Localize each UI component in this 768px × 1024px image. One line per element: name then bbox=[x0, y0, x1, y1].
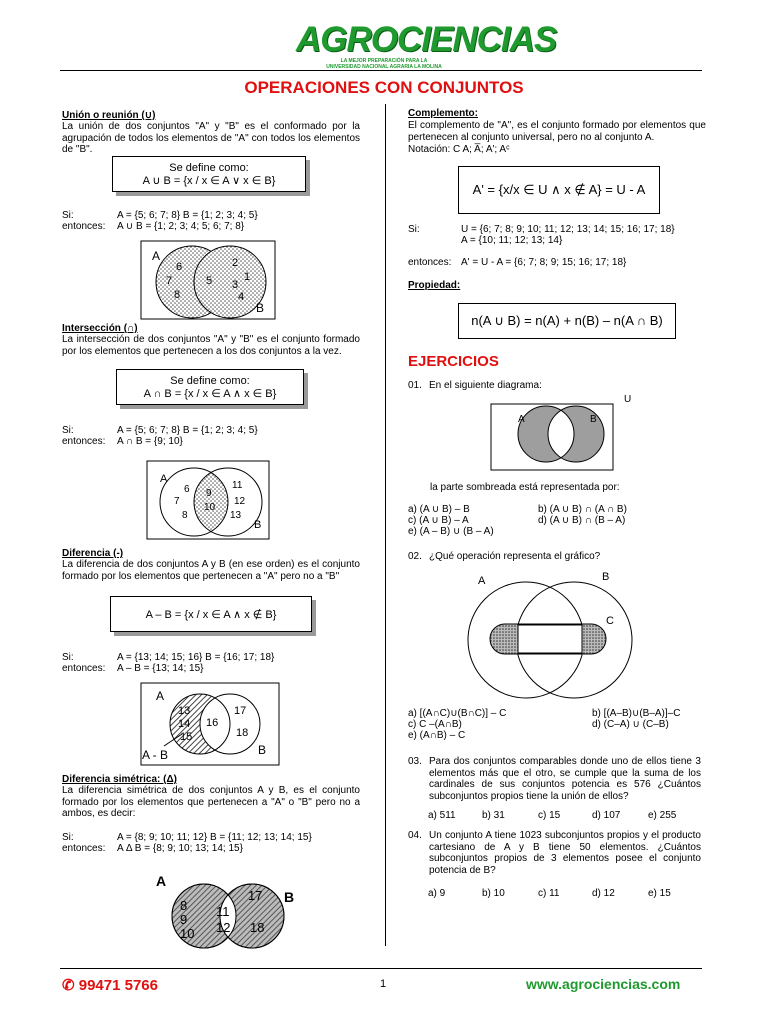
footer-rule bbox=[60, 968, 702, 969]
q1-text2: la parte sombreada está representada por: bbox=[430, 482, 620, 493]
page-title: OPERACIONES CON CONJUNTOS bbox=[244, 78, 524, 97]
simetrica-line1: A = {8; 9; 10; 11; 12} B = {11; 12; 13; 14; 15} bbox=[117, 832, 312, 843]
diferencia-body: La diferencia de dos conjuntos A y B (en ese orden) es el conjunto formado por los elementos que pertenecen a "A" pero no a "B" bbox=[62, 559, 360, 582]
complemento-line1b: A = {10; 11; 12; 13; 14} bbox=[461, 235, 563, 246]
q2-venn-label-a: A bbox=[478, 575, 486, 587]
union-venn-a-item: 6 bbox=[176, 261, 183, 273]
q3-number: 03. bbox=[408, 756, 422, 767]
q4-option-a: a) 9 bbox=[428, 888, 446, 899]
simetrica-venn-a-item: 10 bbox=[180, 926, 195, 941]
diferencia-venn-label-b: B bbox=[258, 743, 267, 757]
interseccion-venn-diagram bbox=[146, 460, 270, 540]
diferencia-line1: A = {13; 14; 15; 16} B = {16; 17; 18} bbox=[117, 652, 275, 663]
simetrica-venn-a-item: 9 bbox=[180, 912, 188, 927]
q1-text: En el siguiente diagrama: bbox=[429, 380, 542, 391]
column-divider bbox=[385, 104, 386, 946]
q2-venn-label-b: B bbox=[602, 571, 610, 583]
diferencia-venn-a-item: 13 bbox=[178, 705, 191, 717]
page-number: 1 bbox=[380, 978, 387, 990]
q3-option-d: d) 107 bbox=[592, 810, 621, 821]
interseccion-line2: A ∩ B = {9; 10} bbox=[117, 436, 183, 447]
interseccion-heading: Intersección (∩) bbox=[62, 323, 138, 334]
interseccion-venn-center-item: 9 bbox=[206, 488, 212, 499]
simetrica-si: Si: bbox=[62, 832, 74, 843]
q4-number: 04. bbox=[408, 830, 422, 841]
q2-option-c: c) C –(A∩B) bbox=[408, 719, 462, 730]
diferencia-heading: Diferencia (-) bbox=[62, 548, 124, 559]
diferencia-venn-arrow-label: A - B bbox=[142, 748, 169, 762]
q3-text: Para dos conjuntos comparables donde uno de ellos tiene 3 elementos más que el otro, se cumple que la suma de los cardinales de sus conjuntos potencia es 576 ¿Cuántos subconjuntos propios tiene la unión de ellos? bbox=[429, 756, 701, 802]
diferencia-venn-a-item: 14 bbox=[178, 718, 191, 730]
interseccion-venn-a-item: 8 bbox=[182, 510, 188, 521]
union-venn-b-item: 3 bbox=[232, 279, 239, 291]
q1-option-c: c) (A ∪ B) – A bbox=[408, 515, 469, 526]
interseccion-venn-b-item: 12 bbox=[234, 496, 246, 507]
complemento-heading: Complemento: bbox=[408, 108, 478, 119]
propiedad-heading: Propiedad: bbox=[408, 280, 461, 291]
union-venn-b-item: 4 bbox=[238, 291, 245, 303]
union-si: Si: bbox=[62, 210, 74, 221]
simetrica-venn-center-item: 12 bbox=[216, 920, 231, 935]
q4-text: Un conjunto A tiene 1023 subconjuntos propios y el producto cartesiano de A y B tiene 50 elementos. ¿Cuántos subconjuntos propios de 3 elementos posee el conjunto potencia de B? bbox=[429, 830, 701, 876]
union-venn-label-a: A bbox=[152, 249, 161, 263]
simetrica-heading: Diferencia simétrica: (Δ) bbox=[62, 774, 178, 785]
q2-option-a: a) [(A∩C)∪(B∩C)] – C bbox=[408, 708, 507, 719]
interseccion-box-line1: Se define como: bbox=[170, 374, 250, 387]
q3-option-b: b) 31 bbox=[482, 810, 505, 821]
q1-option-d: d) (A ∪ B) ∩ (B – A) bbox=[538, 515, 626, 526]
simetrica-venn-label-b: B bbox=[284, 889, 295, 905]
interseccion-venn-label-b: B bbox=[254, 519, 262, 531]
q4-option-d: d) 12 bbox=[592, 888, 615, 899]
union-line2: A ∪ B = {1; 2; 3; 4; 5; 6; 7; 8} bbox=[117, 221, 245, 232]
union-box-line1: Se define como: bbox=[169, 161, 249, 174]
interseccion-venn-center-item: 10 bbox=[204, 502, 216, 513]
q2-number: 02. bbox=[408, 551, 422, 562]
interseccion-definition-box bbox=[116, 369, 304, 405]
simetrica-venn-diagram bbox=[152, 870, 302, 950]
propiedad-box: n(A ∪ B) = n(A) + n(B) – n(A ∩ B) bbox=[458, 303, 676, 339]
interseccion-body: La intersección de dos conjuntos "A" y "B" es el conjunto formado por los elementos que pertenecen a los dos conjuntos a la vez. bbox=[62, 334, 360, 357]
interseccion-venn-a-item: 7 bbox=[174, 496, 180, 507]
diferencia-venn-a-item: 15 bbox=[180, 731, 193, 743]
diferencia-definition-box bbox=[110, 596, 312, 632]
complemento-line2: A' = U - A = {6; 7; 8; 9; 15; 16; 17; 18} bbox=[461, 257, 627, 268]
q1-venn-label-b: B bbox=[590, 414, 597, 425]
union-venn-center-item: 5 bbox=[206, 275, 213, 287]
q1-number: 01. bbox=[408, 380, 422, 391]
diferencia-entonces: entonces: bbox=[62, 663, 106, 674]
complemento-body: El complemento de "A", es el conjunto formado por elementos que pertenecen al conjunto universal, pero no al conjunto A. bbox=[408, 120, 706, 143]
footer-website-link[interactable]: www.agrociencias.com bbox=[526, 976, 681, 992]
simetrica-venn-label-a: A bbox=[156, 873, 167, 889]
interseccion-si: Si: bbox=[62, 425, 74, 436]
q1-option-e: e) (A – B) ∪ (B – A) bbox=[408, 526, 494, 537]
q3-option-a: a) 511 bbox=[428, 810, 456, 821]
q4-option-c: c) 11 bbox=[538, 888, 560, 899]
union-venn-b-item: 1 bbox=[244, 271, 251, 283]
q2-option-d: d) (C–A) ∪ (C–B) bbox=[592, 719, 669, 730]
q1-venn-diagram bbox=[490, 392, 640, 472]
union-venn-a-item: 7 bbox=[166, 275, 173, 287]
q1-venn-label-u: U bbox=[624, 394, 632, 405]
diferencia-venn-b-item: 17 bbox=[234, 705, 247, 717]
header-rule bbox=[60, 70, 702, 71]
union-venn-a-item: 8 bbox=[174, 289, 181, 301]
union-heading: Unión o reunión (∪) bbox=[62, 110, 156, 121]
q3-option-c: c) 15 bbox=[538, 810, 561, 821]
simetrica-body: La diferencia simétrica de dos conjuntos A y B, es el conjunto formado por los elementos que pertenecen a "A" o "B" pero no a ambos, es decir: bbox=[62, 785, 360, 819]
q3-option-e: e) 255 bbox=[648, 810, 677, 821]
logo-text: AGROCIENCIAS bbox=[296, 20, 557, 59]
diferencia-venn-label-a: A bbox=[156, 689, 165, 703]
simetrica-entonces: entonces: bbox=[62, 843, 106, 854]
interseccion-venn-label-a: A bbox=[160, 473, 168, 485]
interseccion-venn-b-item: 13 bbox=[230, 510, 242, 521]
interseccion-line1: A = {5; 6; 7; 8} B = {1; 2; 3; 4; 5} bbox=[117, 425, 258, 436]
interseccion-venn-b-item: 11 bbox=[232, 480, 243, 491]
union-line1: A = {5; 6; 7; 8} B = {1; 2; 3; 4; 5} bbox=[117, 210, 258, 221]
q2-venn-diagram bbox=[460, 568, 640, 700]
diferencia-venn-b-item: 18 bbox=[236, 727, 249, 739]
logo-subtitle-1: LA MEJOR PREPARACIÓN PARA LA bbox=[340, 58, 428, 64]
q2-option-b: b) [(A–B)∪(B–A)]–C bbox=[592, 708, 681, 719]
q1-option-b: b) (A ∪ B) ∩ (A ∩ B) bbox=[538, 504, 627, 515]
diferencia-box-line1: A – B = {x / x ∈ A ∧ x ∉ B} bbox=[145, 608, 277, 621]
ejercicios-title: EJERCICIOS bbox=[408, 353, 499, 370]
union-venn-b-item: 2 bbox=[232, 257, 239, 269]
logo-subtitle-2: UNIVERSIDAD NACIONAL AGRARIA LA MOLINA bbox=[326, 64, 442, 70]
diferencia-venn-center-item: 16 bbox=[206, 717, 219, 729]
q2-text: ¿Qué operación representa el gráfico? bbox=[429, 551, 601, 562]
union-venn-diagram bbox=[140, 240, 276, 320]
diferencia-si: Si: bbox=[62, 652, 74, 663]
simetrica-venn-b-item: 17 bbox=[248, 888, 263, 903]
complemento-entonces: entonces: bbox=[408, 257, 452, 268]
complemento-definition-box: A' = {x/x ∈ U ∧ x ∉ A} = U - A bbox=[458, 166, 660, 214]
simetrica-venn-center-item: 11 bbox=[216, 904, 230, 919]
simetrica-venn-b-item: 18 bbox=[250, 920, 265, 935]
footer-phone: ✆ 99471 5766 bbox=[62, 977, 158, 994]
interseccion-entonces: entonces: bbox=[62, 436, 106, 447]
complemento-notacion: Notación: C A; A̅; A'; Aᶜ bbox=[408, 144, 510, 155]
union-box-line2: A ∪ B = {x / x ∈ A ∨ x ∈ B} bbox=[142, 174, 276, 187]
diferencia-venn-diagram bbox=[140, 682, 280, 766]
q1-option-a: a) (A ∪ B) – B bbox=[408, 504, 470, 515]
complemento-line1: U = {6; 7; 8; 9; 10; 11; 12; 13; 14; 15; 16; 17; 18} bbox=[461, 224, 675, 235]
union-definition-box bbox=[112, 156, 306, 192]
union-body: La unión de dos conjuntos "A" y "B" es el conformado por la agrupación de todos los elementos de "A" con todos los elementos de "B". bbox=[62, 121, 360, 155]
simetrica-venn-a-item: 8 bbox=[180, 898, 188, 913]
complemento-si: Si: bbox=[408, 224, 420, 235]
q2-venn-label-c: C bbox=[606, 615, 614, 627]
interseccion-venn-a-item: 6 bbox=[184, 484, 190, 495]
q4-option-b: b) 10 bbox=[482, 888, 505, 899]
q1-venn-label-a: A bbox=[518, 414, 525, 425]
q2-option-e: e) (A∩B) – C bbox=[408, 730, 466, 741]
diferencia-line2: A – B = {13; 14; 15} bbox=[117, 663, 204, 674]
union-entonces: entonces: bbox=[62, 221, 106, 232]
simetrica-line2: A Δ B = {8; 9; 10; 13; 14; 15} bbox=[117, 843, 243, 854]
q4-option-e: e) 15 bbox=[648, 888, 671, 899]
union-venn-label-b: B bbox=[256, 301, 265, 315]
interseccion-box-line2: A ∩ B = {x / x ∈ A ∧ x ∈ B} bbox=[143, 387, 277, 400]
agrociencias-logo bbox=[296, 20, 557, 70]
